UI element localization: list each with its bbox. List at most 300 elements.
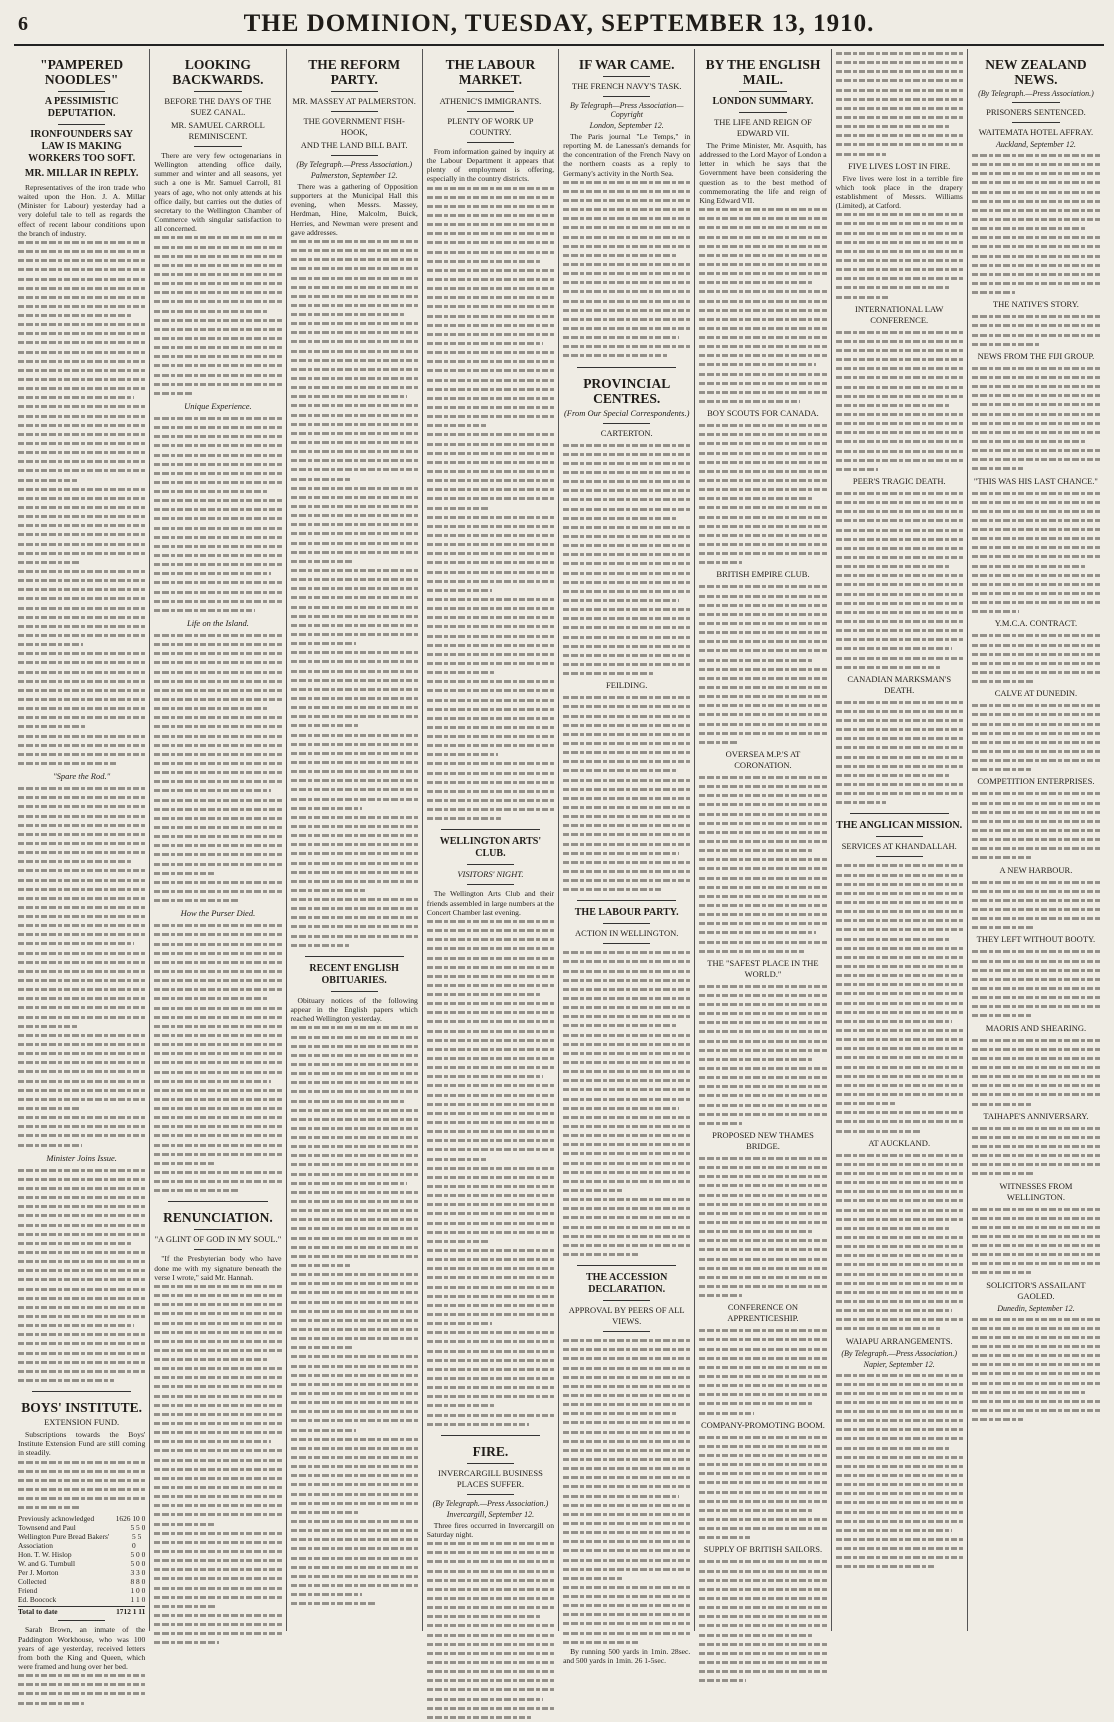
illegible-text-line — [563, 957, 690, 966]
illegible-text-line — [427, 558, 554, 567]
article-paragraph: By running 500 yards in 1min. 28sec. and 500 yards in 1min. 26 1-5sec. — [563, 1646, 691, 1666]
illegible-text-line — [154, 307, 267, 316]
illegible-text-line — [291, 1499, 418, 1508]
dateline: London, September 12. — [589, 121, 664, 130]
illegible-text-line — [18, 558, 80, 567]
illegible-text-line — [291, 493, 418, 502]
illegible-text-line — [154, 361, 281, 370]
illegible-text-line — [154, 233, 281, 242]
illegible-text-line — [972, 914, 1100, 923]
illegible-text-line — [972, 887, 1100, 896]
section-head: PEER'S TRAGIC DEATH. — [852, 475, 946, 486]
illegible-text-line — [972, 1333, 1100, 1342]
illegible-text-line — [18, 439, 145, 448]
section-subhead: AT AUCKLAND. — [868, 1137, 931, 1148]
illegible-text-line — [699, 522, 826, 531]
illegible-text-line — [563, 712, 690, 721]
illegible-text-line — [291, 840, 418, 849]
illegible-text-line — [18, 1040, 145, 1049]
illegible-text-line — [836, 1389, 963, 1398]
column-3 — [287, 49, 423, 1631]
illegible-text-line — [699, 1218, 826, 1227]
illegible-text-line — [427, 741, 554, 750]
illegible-text-line — [427, 1219, 554, 1228]
illegible-text-line — [154, 850, 281, 859]
illegible-text-line — [563, 633, 690, 642]
illegible-text-line — [154, 1040, 281, 1049]
illegible-text-line — [291, 740, 418, 749]
illegible-text-line — [699, 430, 826, 439]
illegible-text-line — [154, 243, 281, 252]
illegible-text-line — [18, 329, 145, 338]
illegible-text-line — [972, 331, 1100, 340]
illegible-text-line — [972, 1360, 1100, 1369]
illegible-text-line — [291, 1453, 418, 1462]
illegible-text-line — [836, 1072, 963, 1081]
illegible-text-line — [836, 1498, 963, 1507]
article-paragraph: Obituary notices of the following appear in the English papers which reached Wellington yesterday. — [290, 995, 418, 1024]
dateline: Palmerston, September 12. — [310, 171, 398, 180]
section-subhead: Life on the Island. — [186, 618, 249, 629]
section-subhead: Unique Experience. — [184, 400, 252, 411]
illegible-text-line — [291, 237, 418, 246]
illegible-text-line — [18, 866, 145, 875]
illegible-text-line — [563, 1638, 639, 1647]
illegible-text-line — [427, 686, 554, 695]
illegible-text-line — [563, 1556, 690, 1565]
illegible-text-line — [291, 1133, 418, 1142]
illegible-text-line — [972, 1133, 1100, 1142]
illegible-text-line — [836, 104, 963, 113]
illegible-text-line — [699, 800, 826, 809]
illegible-text-line — [563, 578, 690, 587]
illegible-text-line — [154, 686, 281, 695]
illegible-text-line — [563, 948, 690, 957]
illegible-text-line — [154, 640, 281, 649]
illegible-text-line — [18, 512, 145, 521]
section-head: CONFERENCE ON APPRENTICESHIP. — [727, 1302, 799, 1324]
illegible-text-line — [18, 1689, 145, 1698]
article-paragraph: The Prime Minister, Mr. Asquith, has addressed to the Lord Mayor of London a letter in which he says that the Government have been considering the question as to the best method of commemorating the life and reign of King Edward VII. — [699, 141, 827, 205]
illegible-text-line — [291, 1426, 356, 1435]
illegible-text-line — [563, 721, 690, 730]
illegible-text-line — [18, 1239, 131, 1248]
illegible-text-line — [291, 1197, 418, 1206]
illegible-text-line — [18, 366, 145, 375]
article-paragraph: The Wellington Arts Club and their friends assembled in large numbers at the Concert Chamber last evening. — [426, 889, 555, 917]
illegible-text-line — [18, 640, 83, 649]
illegible-text-line — [18, 903, 145, 912]
subhead: ATHENIC'S IMMIGRANTS. — [439, 96, 542, 106]
illegible-text-line — [291, 575, 418, 584]
illegible-text-line — [291, 557, 353, 566]
illegible-text-line — [18, 732, 145, 741]
column-6 — [695, 49, 831, 1631]
illegible-text-line — [836, 428, 963, 437]
illegible-text-line — [563, 251, 676, 260]
illegible-text-line — [699, 1594, 826, 1603]
illegible-text-line — [291, 374, 418, 383]
illegible-text-line — [154, 1492, 281, 1501]
illegible-text-line — [18, 821, 145, 830]
illegible-text-line — [972, 1142, 1100, 1151]
illegible-text-line — [427, 513, 554, 522]
illegible-text-line — [563, 785, 690, 794]
illegible-text-line — [972, 498, 1100, 507]
illegible-text-line — [427, 1264, 554, 1273]
illegible-text-line — [836, 1407, 963, 1416]
illegible-text-line — [291, 539, 418, 548]
illegible-text-line — [836, 861, 963, 870]
illegible-text-line — [18, 668, 145, 677]
illegible-text-line — [563, 324, 690, 333]
headline-looking-backwards: LOOKING BACKWARDS. — [172, 57, 264, 87]
illegible-text-line — [291, 438, 418, 447]
illegible-text-line — [291, 1590, 362, 1599]
ledger-row: Ed. Boocock 1 1 0 — [18, 1595, 146, 1605]
illegible-text-line — [972, 1036, 1100, 1045]
illegible-text-line — [427, 1118, 554, 1127]
illegible-text-line — [972, 525, 1100, 534]
illegible-text-line — [563, 1085, 690, 1094]
illegible-text-line — [154, 533, 281, 542]
illegible-text-line — [18, 1699, 84, 1708]
illegible-text-line — [291, 694, 418, 703]
illegible-text-line — [836, 608, 963, 617]
illegible-text-line — [972, 188, 1100, 197]
illegible-text-line — [563, 297, 690, 306]
illegible-text-line — [836, 265, 963, 274]
ledger-row: Previously acknowledged 1626 10 0 — [18, 1514, 146, 1524]
illegible-text-line — [699, 782, 826, 791]
illegible-text-line — [563, 776, 690, 785]
illegible-text-line — [563, 1336, 690, 1345]
illegible-text-line — [18, 921, 145, 930]
illegible-text-line — [154, 1474, 281, 1483]
illegible-text-line — [154, 860, 281, 869]
illegible-text-line — [291, 904, 418, 913]
illegible-text-line — [18, 848, 145, 857]
illegible-text-line — [563, 730, 690, 739]
illegible-text-line — [427, 935, 554, 944]
illegible-text-line — [18, 1122, 145, 1131]
illegible-text-line — [291, 621, 418, 630]
illegible-text-line — [291, 310, 404, 319]
illegible-text-line — [18, 1104, 80, 1113]
illegible-text-line — [427, 1337, 554, 1346]
illegible-text-line — [427, 1585, 554, 1594]
illegible-text-line — [18, 348, 145, 357]
illegible-text-line — [154, 1565, 281, 1574]
section-head: PROPOSED NEW THAMES BRIDGE. — [712, 1130, 814, 1152]
illegible-text-line — [972, 1100, 1031, 1109]
headline-reform-party: THE REFORM PARTY. — [308, 57, 401, 87]
columns — [14, 49, 1104, 1672]
illegible-text-line — [972, 169, 1100, 178]
illegible-text-line — [836, 86, 963, 95]
illegible-text-line — [18, 784, 145, 793]
illegible-text-line — [291, 1462, 418, 1471]
illegible-text-line — [699, 819, 826, 828]
illegible-text-line — [18, 256, 145, 265]
illegible-text-line — [154, 1437, 270, 1446]
illegible-text-line — [18, 530, 145, 539]
illegible-text-line — [563, 1592, 690, 1601]
illegible-text-line — [836, 465, 878, 474]
illegible-text-line — [154, 1022, 281, 1031]
illegible-text-line — [699, 1478, 826, 1487]
illegible-text-line — [427, 1631, 554, 1640]
illegible-text-line — [18, 912, 145, 921]
illegible-text-line — [563, 477, 690, 486]
illegible-text-line — [972, 1268, 1031, 1277]
illegible-text-line — [291, 584, 418, 593]
illegible-text-line — [427, 257, 540, 266]
illegible-text-line — [563, 1040, 690, 1049]
illegible-text-line — [972, 1232, 1100, 1241]
illegible-text-line — [836, 419, 963, 428]
illegible-text-line — [18, 594, 145, 603]
illegible-text-line — [154, 380, 281, 389]
illegible-text-line — [427, 999, 554, 1008]
illegible-text-line — [699, 601, 826, 610]
illegible-text-line — [291, 1170, 418, 1179]
subhead: ACTION IN WELLINGTON. — [575, 928, 679, 939]
illegible-text-line — [154, 732, 281, 741]
illegible-text-line — [427, 604, 554, 613]
section-head: CALVE AT DUNEDIN. — [994, 688, 1078, 699]
illegible-text-line — [972, 1415, 1023, 1424]
illegible-text-line — [699, 1603, 826, 1612]
illegible-text-line — [18, 238, 145, 247]
illegible-text-line — [291, 566, 418, 575]
illegible-text-line — [563, 1177, 690, 1186]
illegible-text-line — [563, 486, 690, 495]
illegible-text-line — [291, 593, 418, 602]
section-head: WAITEMATA HOTEL AFFRAY. — [978, 127, 1094, 137]
illegible-text-line — [18, 839, 145, 848]
illegible-text-line — [291, 1124, 418, 1133]
illegible-text-line — [427, 330, 554, 339]
illegible-text-line — [563, 1223, 690, 1232]
illegible-text-line — [18, 1330, 145, 1339]
illegible-text-line — [154, 1300, 281, 1309]
illegible-text-line — [427, 302, 554, 311]
illegible-text-line — [972, 756, 1100, 765]
article-paragraph: There was a gathering of Opposition supporters at the Municipal Hall this evening, when Messrs. Massey, Herdman, Hine, Malcolm, Buick, Herries, and Newman were present and gave addresses. — [290, 182, 418, 237]
illegible-text-line — [563, 967, 690, 976]
illegible-text-line — [699, 421, 826, 430]
illegible-text-line — [972, 607, 1019, 616]
illegible-text-line — [427, 1209, 554, 1218]
illegible-text-line — [18, 967, 145, 976]
illegible-text-line — [972, 1379, 1100, 1388]
illegible-text-line — [154, 514, 281, 523]
illegible-text-line — [427, 412, 554, 421]
illegible-text-line — [563, 1482, 690, 1491]
illegible-text-line — [836, 364, 963, 373]
illegible-text-line — [699, 1037, 826, 1046]
illegible-text-line — [836, 880, 963, 889]
illegible-text-line — [427, 494, 554, 503]
section-subhead: Minister Joins Issue. — [46, 1152, 117, 1163]
illegible-text-line — [836, 1187, 963, 1196]
illegible-text-line — [972, 668, 1100, 677]
illegible-text-line — [154, 1510, 281, 1519]
illegible-text-line — [836, 131, 963, 140]
illegible-text-line — [427, 440, 554, 449]
illegible-text-line — [563, 550, 690, 559]
illegible-text-line — [836, 1425, 963, 1434]
illegible-text-line — [563, 1149, 690, 1158]
illegible-text-line — [291, 1023, 418, 1032]
illegible-text-line — [563, 1021, 676, 1030]
masthead — [14, 4, 1104, 46]
illegible-text-line — [427, 385, 554, 394]
ledger-row: Townsend and Paul 5 5 0 — [18, 1523, 146, 1533]
illegible-text-line — [972, 1054, 1100, 1063]
illegible-text-line — [18, 1086, 145, 1095]
illegible-text-line — [291, 456, 418, 465]
illegible-text-line — [972, 455, 1100, 464]
section-head: "THIS WAS HIS LAST CHANCE." — [973, 475, 1098, 486]
illegible-text-line — [18, 503, 145, 512]
illegible-text-line — [427, 814, 501, 823]
illegible-text-line — [836, 1224, 949, 1233]
illegible-text-line — [427, 321, 554, 330]
illegible-text-line — [18, 494, 145, 503]
illegible-text-line — [699, 1442, 826, 1451]
illegible-text-line — [563, 702, 690, 711]
illegible-text-line — [18, 1013, 145, 1022]
illegible-text-line — [427, 981, 554, 990]
illegible-text-line — [18, 448, 145, 457]
illegible-text-line — [699, 467, 826, 476]
illegible-text-line — [427, 449, 554, 458]
illegible-text-line — [699, 233, 826, 242]
illegible-text-line — [836, 1035, 963, 1044]
illegible-text-line — [699, 333, 826, 342]
illegible-text-line — [699, 1576, 826, 1585]
section-head: WAIAPU ARRANGEMENTS. — [845, 1335, 953, 1346]
illegible-text-line — [154, 796, 281, 805]
subscription-list — [18, 1514, 145, 1616]
illegible-text-line — [563, 1473, 690, 1482]
illegible-text-line — [836, 1090, 963, 1099]
illegible-text-line — [699, 324, 826, 333]
illegible-text-line — [563, 1492, 679, 1501]
illegible-text-line — [154, 1392, 281, 1401]
illegible-text-line — [563, 532, 690, 541]
illegible-text-line — [836, 1544, 963, 1553]
illegible-text-line — [154, 1113, 281, 1122]
illegible-text-line — [563, 748, 690, 757]
illegible-text-line — [836, 935, 949, 944]
illegible-text-line — [699, 1209, 826, 1218]
illegible-text-line — [836, 663, 940, 672]
illegible-text-line — [291, 1033, 418, 1042]
illegible-text-line — [972, 1002, 1100, 1011]
illegible-text-line — [972, 1369, 1100, 1378]
illegible-text-line — [427, 1182, 554, 1191]
illegible-text-line — [291, 859, 418, 868]
illegible-text-line — [563, 840, 690, 849]
illegible-text-line — [427, 1704, 554, 1713]
illegible-text-line — [427, 312, 554, 321]
illegible-text-line — [18, 741, 145, 750]
illegible-text-line — [563, 1076, 690, 1085]
illegible-text-line — [699, 592, 826, 601]
illegible-text-line — [972, 1151, 1100, 1160]
illegible-text-line — [427, 339, 543, 348]
illegible-text-line — [972, 896, 1100, 905]
illegible-text-line — [291, 1060, 418, 1069]
illegible-text-line — [972, 270, 1100, 279]
illegible-text-line — [699, 1460, 826, 1469]
illegible-text-line — [154, 869, 213, 878]
illegible-text-line — [18, 631, 145, 640]
illegible-text-line — [427, 577, 554, 586]
illegible-text-line — [291, 1078, 418, 1087]
illegible-text-line — [154, 976, 281, 985]
illegible-text-line — [427, 184, 554, 193]
illegible-text-line — [154, 560, 281, 569]
illegible-text-line — [836, 644, 952, 653]
illegible-text-line — [699, 1649, 826, 1658]
illegible-text-line — [836, 447, 963, 456]
illegible-text-line — [291, 1490, 418, 1499]
illegible-text-line — [18, 949, 145, 958]
illegible-text-line — [836, 925, 963, 934]
illegible-text-line — [154, 1049, 281, 1058]
illegible-text-line — [427, 1621, 554, 1630]
illegible-text-line — [18, 1095, 145, 1104]
illegible-text-line — [699, 494, 812, 503]
illegible-text-line — [291, 1371, 418, 1380]
illegible-text-line — [291, 1535, 418, 1544]
illegible-text-line — [427, 1695, 543, 1704]
illegible-text-line — [18, 302, 145, 311]
illegible-text-line — [836, 1315, 963, 1324]
illegible-text-line — [427, 568, 554, 577]
illegible-text-line — [699, 306, 826, 315]
illegible-text-line — [427, 595, 554, 604]
illegible-text-line — [972, 631, 1100, 640]
illegible-text-line — [18, 457, 145, 466]
illegible-text-line — [972, 516, 1100, 525]
illegible-text-line — [563, 1104, 679, 1113]
section-head: TAIHAPE'S ANNIVERSARY. — [983, 1110, 1089, 1121]
headline-labour-market: THE LABOUR MARKET. — [445, 57, 536, 87]
illegible-text-line — [18, 695, 145, 704]
illegible-text-line — [18, 247, 145, 256]
illegible-text-line — [291, 255, 418, 264]
illegible-text-line — [154, 768, 281, 777]
section-head: THE NATIVE'S STORY. — [992, 299, 1079, 310]
illegible-text-line — [154, 588, 281, 597]
illegible-text-line — [836, 1044, 963, 1053]
illegible-text-line — [972, 562, 1086, 571]
illegible-text-line — [699, 874, 826, 883]
section-head: THEY LEFT WITHOUT BOOTY. — [976, 934, 1096, 945]
illegible-text-line — [291, 411, 418, 420]
illegible-text-line — [154, 1364, 281, 1373]
illegible-text-line — [972, 799, 1100, 808]
illegible-text-line — [154, 1428, 281, 1437]
illegible-text-line — [563, 214, 690, 223]
illegible-text-line — [427, 613, 554, 622]
section-head: COMPETITION ENTERPRISES. — [977, 776, 1095, 787]
